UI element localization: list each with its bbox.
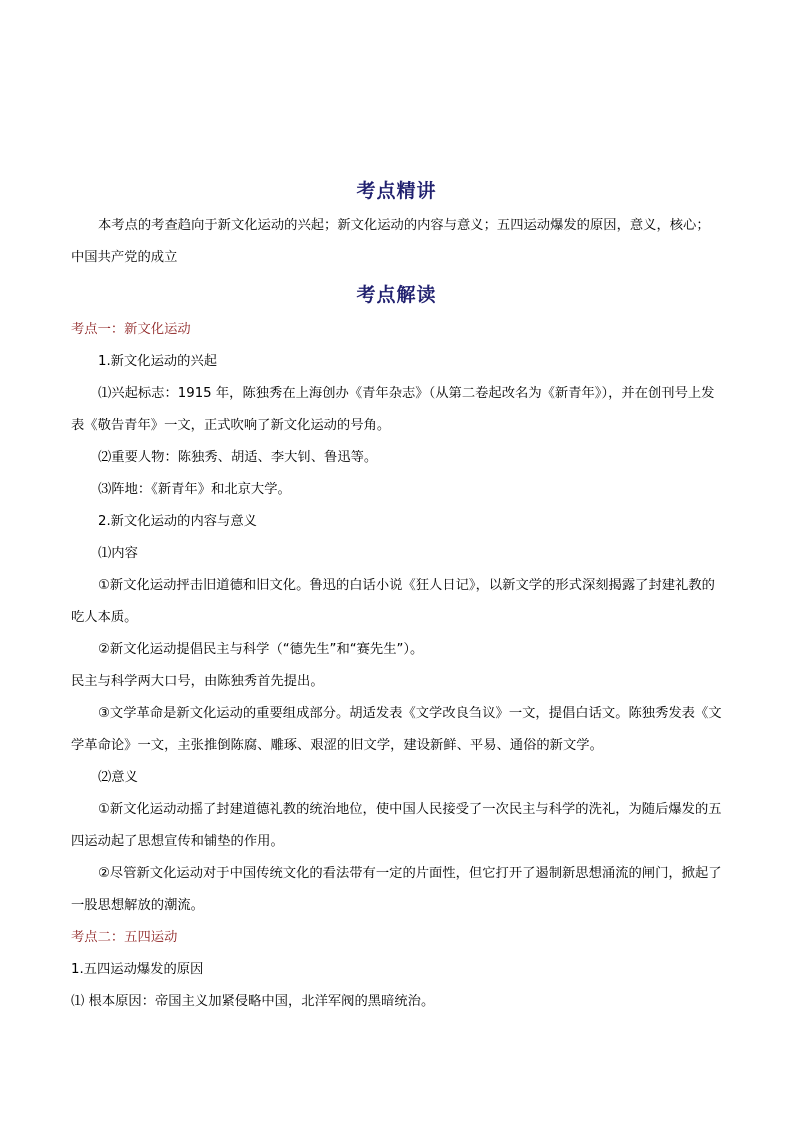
point2-label: 考点二：五四运动 (71, 930, 178, 945)
point1-content-title: ⑴内容 (98, 546, 138, 561)
point1-content-2: ②新文化运动提倡民主与科学（“德先生”和“赛先生”）。 (98, 642, 424, 657)
point1-item2-title: 2.新文化运动的内容与意义 (98, 514, 257, 529)
point1-item1-c: ⑶阵地：《新青年》和北京大学。 (98, 482, 291, 497)
section-title-key-explanation: 考点精讲 (356, 180, 437, 202)
point2-item1-title: 1.五四运动爆发的原因 (71, 962, 204, 977)
point1-meaning-2: ②尽管新文化运动对于中国传统文化的看法带有一定的片面性，但它打开了遏制新思想涌流的闸门，掀起了一股思想解放的潮流。 (71, 866, 722, 913)
section-title-key-interpretation: 考点解读 (356, 284, 437, 306)
point1-meaning-title: ⑵意义 (98, 770, 138, 785)
point1-label: 考点一：新文化运动 (71, 322, 191, 337)
document-page (71, 178, 722, 1018)
point1-content-1: ①新文化运动抨击旧道德和旧文化。鲁迅的白话小说《狂人日记》，以新文学的形式深刻揭露了封建礼教的吃人本质。 (71, 578, 715, 625)
point1-item1-b: ⑵重要人物：陈独秀、胡适、李大钊、鲁迅等。 (98, 450, 378, 465)
point1-content-3: ③文学革命是新文化运动的重要组成部分。胡适发表《文学改良刍议》一文，提倡白话文。陈独秀发表《文学革命论》一文，主张推倒陈腐、雕琢、艰涩的旧文学，建设新鲜、平易、通俗的新文学。 (71, 706, 722, 753)
intro-paragraph: 本考点的考查趋向于新文化运动的兴起；新文化运动的内容与意义；五四运动爆发的原因，意义，核心；中国共产党的成立 (71, 218, 710, 265)
point2-item1-a: ⑴ 根本原因：帝国主义加紧侵略中国，北洋军阀的黑暗统治。 (71, 994, 435, 1009)
point1-meaning-1: ①新文化运动动摇了封建道德礼教的统治地位，使中国人民接受了一次民主与科学的洗礼，为随后爆发的五四运动起了思想宣传和铺垫的作用。 (71, 802, 722, 849)
point1-content-2b: 民主与科学两大口号，由陈独秀首先提出。 (71, 674, 324, 689)
point1-item1-title: 1.新文化运动的兴起 (98, 354, 218, 369)
point1-item1-a: ⑴兴起标志：1915 年，陈独秀在上海创办《青年杂志》（从第二卷起改名为《新青年》），并在创刊号上发表《敬告青年》一文，正式吹响了新文化运动的号角。 (71, 386, 715, 433)
